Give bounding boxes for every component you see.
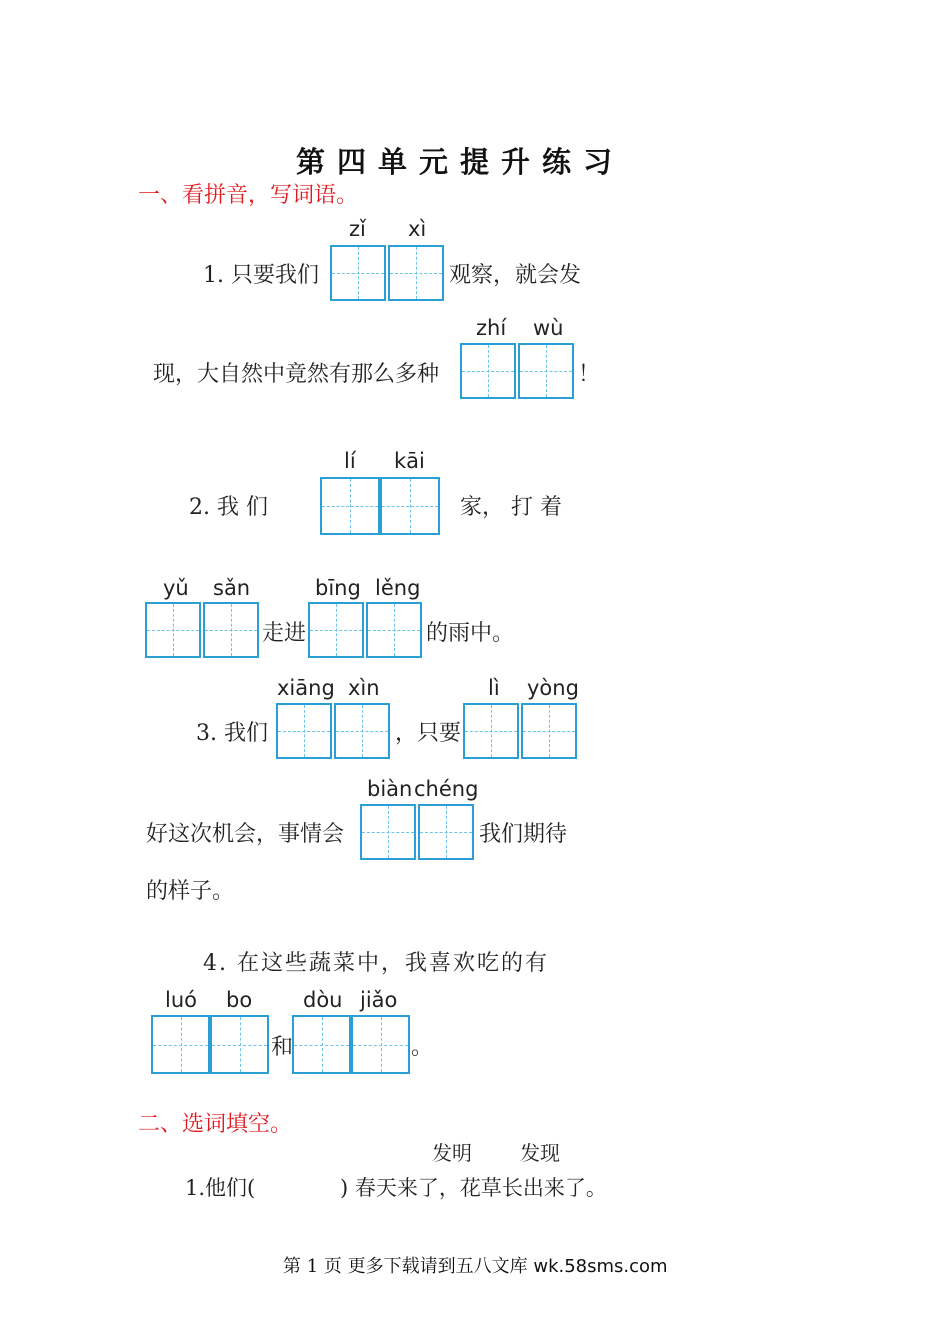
question-text: 好这次机会，事情会 (146, 822, 345, 847)
write-box[interactable] (388, 245, 444, 301)
pinyin: luó (165, 988, 197, 1012)
write-box[interactable] (366, 602, 422, 658)
question-text: 。 (411, 1035, 434, 1060)
pinyin: bo (226, 988, 253, 1012)
write-box[interactable] (334, 703, 390, 759)
write-box[interactable] (360, 804, 416, 860)
footer-link[interactable]: wk.58sms.com (533, 1256, 668, 1277)
write-box[interactable] (145, 602, 201, 658)
word-option: 发明 (432, 1141, 472, 1165)
question-text: 3. 我们 (196, 721, 268, 746)
question-text: 4. 在这些蔬菜中，我喜欢吃的有 (203, 951, 549, 976)
section-2-heading: 二、选词填空。 (138, 1112, 293, 1137)
write-box[interactable] (276, 703, 332, 759)
question-text: ！ (578, 362, 601, 387)
write-box[interactable] (418, 804, 474, 860)
question-text: 1. 只要我们 (203, 263, 319, 288)
write-box[interactable] (463, 703, 519, 759)
pinyin: xiāng (277, 676, 335, 700)
pinyin: lì (488, 676, 500, 700)
pinyin: xìn (348, 676, 380, 700)
write-box[interactable] (210, 1015, 269, 1074)
pinyin: yǔ (163, 576, 189, 600)
pinyin: chéng (414, 777, 479, 801)
question-text: 走进 (262, 621, 307, 646)
write-box[interactable] (151, 1015, 210, 1074)
pinyin: yòng (527, 676, 579, 700)
write-box[interactable] (351, 1015, 410, 1074)
question-text: 我们期待 (479, 822, 568, 847)
question-text: ) 春天来了，花草长出来了。 (340, 1176, 607, 1200)
pinyin: dòu (303, 988, 343, 1012)
question-text: 2. 我 们 (189, 495, 268, 520)
write-box[interactable] (460, 343, 516, 399)
write-box[interactable] (518, 343, 574, 399)
question-text: 的雨中。 (426, 621, 515, 646)
page-title: 第四单元提升练习 (296, 145, 625, 179)
pinyin: zǐ (349, 217, 366, 241)
pinyin: biàn (367, 777, 413, 801)
footer-text: 第 1 页 更多下载请到五八文库 (283, 1256, 534, 1277)
pinyin: sǎn (213, 576, 251, 600)
question-text: 家， 打 着 (460, 495, 562, 520)
write-box[interactable] (292, 1015, 351, 1074)
word-option: 发现 (520, 1141, 560, 1165)
question-text: 现，大自然中竟然有那么多种 (153, 362, 440, 387)
section-1-heading: 一、看拼音，写词语。 (138, 183, 359, 208)
question-text: 的样子。 (146, 879, 235, 904)
question-text: 和 (271, 1035, 294, 1060)
pinyin: wù (533, 316, 564, 340)
write-box[interactable] (320, 477, 380, 535)
pinyin: jiǎo (360, 988, 398, 1012)
write-box[interactable] (203, 602, 259, 658)
pinyin: zhí (476, 316, 507, 340)
pinyin: lěng (375, 576, 421, 600)
pinyin: kāi (394, 449, 425, 473)
write-box[interactable] (330, 245, 386, 301)
question-text: 1.他们( (185, 1176, 256, 1200)
pinyin: bīng (315, 576, 361, 600)
write-box[interactable] (380, 477, 440, 535)
question-text: ，只要 (395, 721, 462, 746)
pinyin: xì (408, 217, 427, 241)
write-box[interactable] (521, 703, 577, 759)
pinyin: lí (344, 449, 356, 473)
page-footer (283, 1252, 668, 1278)
write-box[interactable] (308, 602, 364, 658)
question-text: 观察，就会发 (449, 263, 582, 288)
